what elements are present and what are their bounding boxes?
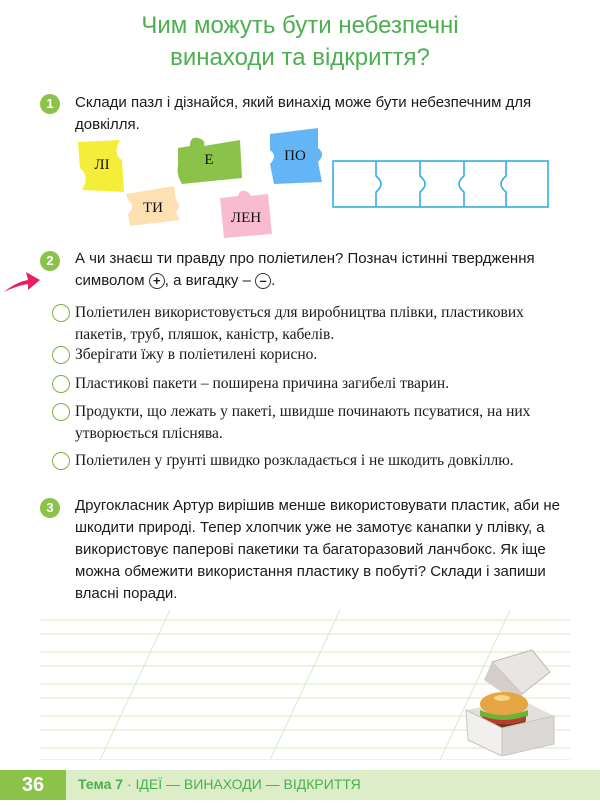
puzzle-piece-e[interactable] xyxy=(176,136,242,184)
task-2-number: 2 xyxy=(40,251,60,271)
task-2-text: А чи знаєш ти правду про поліетилен? Познач істинні твердження символом + , а вигадку – – . xyxy=(75,250,535,289)
footer-theme xyxy=(78,776,361,792)
plus-symbol-icon: + xyxy=(149,273,165,289)
statement-3-text: Пластикові пакети – поширена причина загибелі тварин. xyxy=(75,375,450,392)
task-1-number: 1 xyxy=(40,94,60,114)
title-line-1: Чим можуть бути небезпечні xyxy=(141,12,459,39)
footer-dot: · xyxy=(126,776,132,792)
answer-circle-2[interactable] xyxy=(52,346,70,364)
statement-2 xyxy=(75,344,555,366)
puzzle-piece-ty-label: ТИ xyxy=(143,200,163,216)
minus-symbol-icon: – xyxy=(255,273,271,289)
task-3-text: Другокласник Артур вирішив менше використовувати пластик, аби не шкодити природі. Тепер хлопчик уже не замотує канапки у плівку, а використовує паперові пакетики та багаторазовий ланчбокс. Як іще можна обмежити використання пластику в побуті? Склади і запиши власні поради. xyxy=(75,497,561,602)
statement-4 xyxy=(75,401,555,445)
statement-4-text: Продукти, що лежать у пакеті, швидше починають псуватися, на них утворюється пліснява. xyxy=(75,403,531,442)
statement-1 xyxy=(75,302,555,346)
page-title xyxy=(0,10,600,74)
puzzle-answer-slots[interactable] xyxy=(332,160,554,212)
task-2-text-part2: , а вигадку – xyxy=(164,272,251,289)
lunchbox-burger-image xyxy=(462,646,558,756)
puzzle-piece-e-label: Е xyxy=(204,152,214,168)
footer-subtitle: ІДЕЇ — ВИНАХОДИ — ВІДКРИТТЯ xyxy=(135,776,361,792)
puzzle-piece-po[interactable] xyxy=(266,128,324,184)
puzzle-piece-po-label: ПО xyxy=(284,148,306,164)
statement-3 xyxy=(75,373,555,395)
pointer-arrow-icon xyxy=(2,266,42,296)
footer-theme-label: Тема 7 xyxy=(78,776,124,792)
statement-2-text: Зберігати їжу в поліетилені корисно. xyxy=(75,346,318,363)
answer-circle-3[interactable] xyxy=(52,375,70,393)
puzzle-piece-len-label: ЛЕН xyxy=(230,210,262,226)
statement-5 xyxy=(75,450,555,472)
title-line-2: винаходи та відкриття? xyxy=(170,44,430,71)
task-3-number: 3 xyxy=(40,498,60,518)
statement-5-text: Поліетилен у ґрунті швидко розкладається і не шкодить довкіллю. xyxy=(75,452,514,469)
puzzle-piece-ty[interactable] xyxy=(124,186,182,226)
answer-circle-4[interactable] xyxy=(52,403,70,421)
puzzle-piece-len[interactable] xyxy=(220,192,272,238)
task-2-text-part1: А чи знаєш ти правду про поліетилен? Познач істинні твердження символом xyxy=(75,250,535,289)
task-1-text: Склади пазл і дізнайся, який винахід може бути небезпечним для довкілля. xyxy=(75,94,532,133)
page-number: 36 xyxy=(0,770,66,800)
puzzle-piece-li[interactable] xyxy=(78,140,126,192)
puzzle-piece-li-label: ЛІ xyxy=(94,157,110,173)
answer-circle-5[interactable] xyxy=(52,452,70,470)
answer-circle-1[interactable] xyxy=(52,304,70,322)
statement-1-text: Поліетилен використовується для виробництва плівки, пластикових пакетів, труб, пляшок, каністр, кабелів. xyxy=(75,304,524,343)
